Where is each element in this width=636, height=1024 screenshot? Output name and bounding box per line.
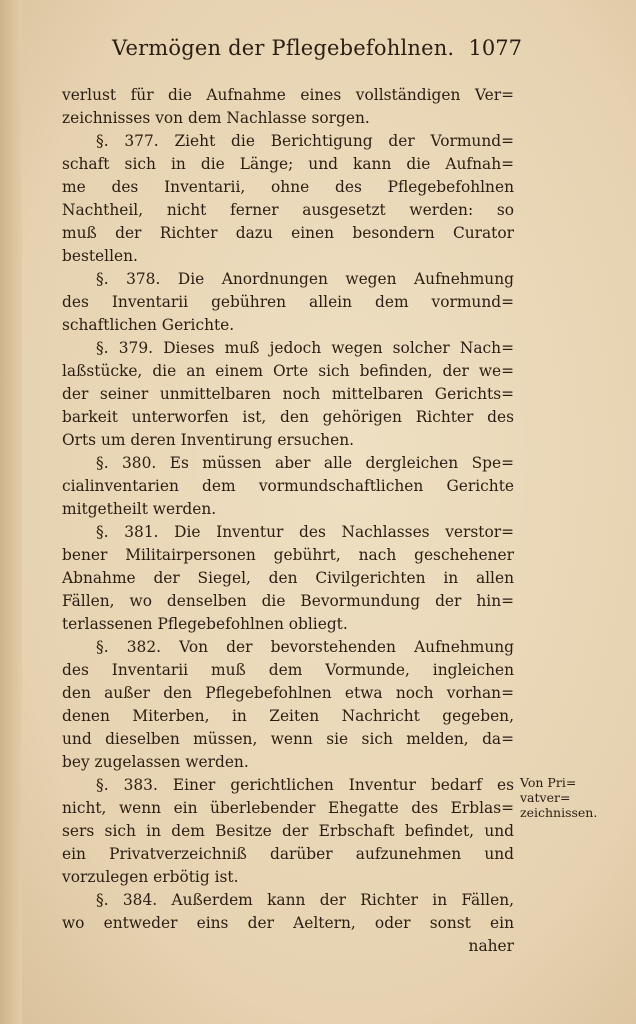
text-line: Fällen, wo denselben die Bevormundung der hin= [62,592,514,610]
text-line: der seiner unmittelbaren noch mittelbaren Gerichts= [62,385,514,403]
text-line: laßstücke, die an einem Orte sich befinden, der we= [62,362,514,380]
paragraph-381-line: §. 381. Die Inventur des Nachlasses verstor= [96,523,514,541]
text-line: terlassenen Pflegebefohlnen obliegt. [62,615,348,633]
text-line: muß der Richter dazu einen besondern Curator [62,224,514,242]
margin-note [520,775,628,820]
text-line: mitgetheilt werden. [62,500,217,518]
text-line: Abnahme der Siegel, den Civilgerichten in allen [62,569,514,587]
page-gutter-shadow [0,0,22,1024]
text-line: schaftlichen Gerichte. [62,316,235,334]
text-line: bey zugelassen werden. [62,753,249,771]
text-line: bener Militairpersonen gebührt, nach geschehener [62,546,514,564]
text-line: sers sich in dem Besitze der Erbschaft befindet, und [62,822,514,840]
text-line: nicht, wenn ein überlebender Ehegatte des Erblas= [62,799,514,817]
text-line: und dieselben müssen, wenn sie sich melden, da= [62,730,514,748]
running-title: Vermögen der Pflegebefohlnen. [112,36,455,60]
page-header [112,36,522,70]
paragraph-378-line: §. 378. Die Anordnungen wegen Aufnehmung [96,270,514,288]
paragraph-383-line: §. 383. Einer gerichtlichen Inventur bedarf es [96,776,514,794]
text-line: bestellen. [62,247,138,265]
text-line: barkeit unterworfen ist, den gehörigen Richter des [62,408,514,426]
text-line: zeichnisses von dem Nachlasse sorgen. [62,109,370,127]
paragraph-380-line: §. 380. Es müssen aber alle dergleichen Spe= [96,454,514,472]
margin-note-line: Von Pri= [520,775,577,790]
text-line: des Inventarii gebühren allein dem vormund= [62,293,514,311]
text-line: verlust für die Aufnahme eines vollständigen Ver= [62,86,514,104]
text-line: schaft sich in die Länge; und kann die Aufnah= [62,155,514,173]
paragraph-382-line: §. 382. Von der bevorstehenden Aufnehmung [96,638,514,656]
text-line: vorzulegen erbötig ist. [62,868,239,886]
text-line: wo entweder eins der Aeltern, oder sonst ein [62,914,514,932]
text-line: cialinventarien dem vormundschaftlichen Gerichte [62,477,514,495]
margin-note-line: vatver= [520,790,571,805]
page-number: 1077 [468,36,522,60]
paragraph-384-line: §. 384. Außerdem kann der Richter in Fällen, [96,891,514,909]
catchword: naher [468,937,514,955]
text-line: den außer den Pflegebefohlnen etwa noch vorhan= [62,684,514,702]
text-line: ein Privatverzeichniß darüber aufzunehmen und [62,845,514,863]
paragraph-377-line: §. 377. Zieht die Berichtigung der Vormund= [96,132,514,150]
text-line: Orts um deren Inventirung ersuchen. [62,431,355,449]
body-text [62,84,514,958]
text-line: Nachtheil, nicht ferner ausgesetzt werden: so [62,201,514,219]
text-line: des Inventarii muß dem Vormunde, ingleichen [62,661,514,679]
text-line: denen Miterben, in Zeiten Nachricht gegeben, [62,707,514,725]
margin-note-line: zeichnissen. [520,805,598,820]
paragraph-379-line: §. 379. Dieses muß jedoch wegen solcher Nach= [96,339,514,357]
text-line: me des Inventarii, ohne des Pflegebefohlnen [62,178,514,196]
